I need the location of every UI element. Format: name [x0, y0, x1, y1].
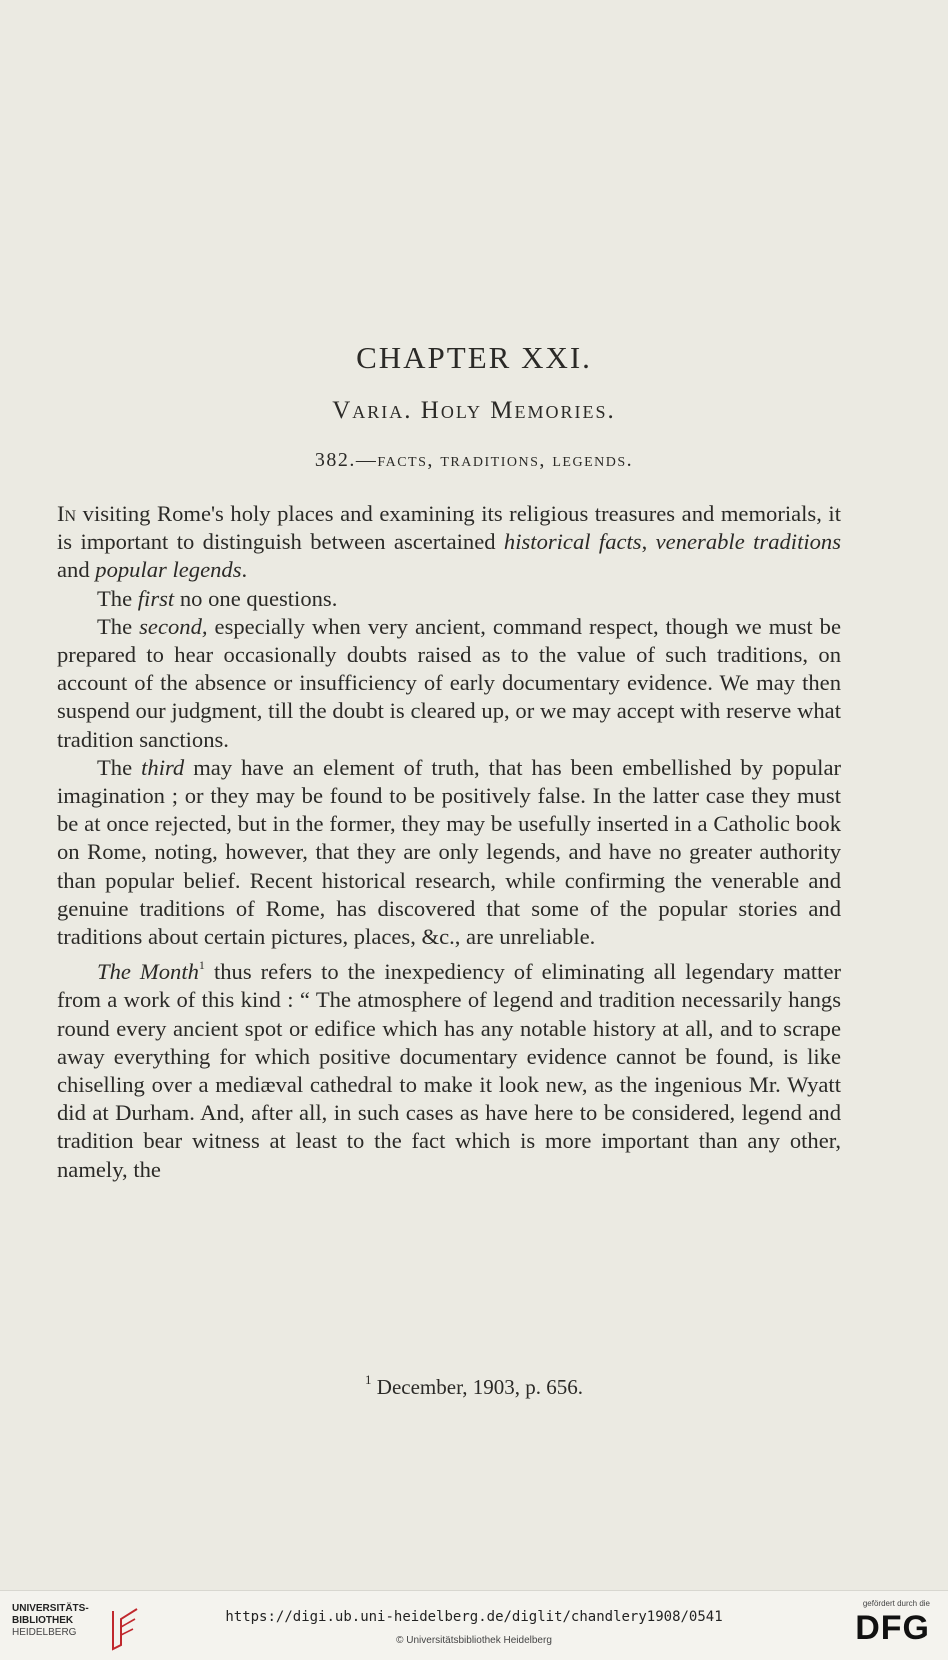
paragraph — [57, 613, 841, 754]
text-run: and — [57, 557, 96, 583]
italic-run: historical facts — [503, 529, 642, 555]
text-run: , — [641, 529, 656, 555]
paragraph — [57, 500, 841, 585]
drop-lead: In — [57, 501, 77, 526]
italic-run: The Month — [97, 959, 199, 985]
footnote-text: December, 1903, p. 656. — [371, 1375, 583, 1399]
text-run: no one questions. — [174, 585, 338, 611]
library-name-line: HEIDELBERG — [12, 1627, 77, 1638]
paragraph — [57, 754, 841, 951]
footnote — [0, 1372, 948, 1400]
italic-run: first — [137, 585, 175, 611]
section-dash: — — [355, 449, 378, 471]
viewer-footer — [0, 1590, 948, 1660]
funded-by-label: gefördert durch die — [862, 1599, 930, 1608]
italic-run: venerable traditions — [655, 529, 842, 555]
chapter-subtitle: Varia. Holy Memories. — [332, 397, 616, 424]
footnote-marker: 1 — [365, 1372, 372, 1387]
italic-run: second, — [139, 613, 208, 639]
italic-run: popular legends — [95, 557, 242, 583]
section-heading — [0, 449, 948, 472]
footnote-ref[interactable]: 1 — [198, 958, 205, 973]
dfg-logo[interactable] — [855, 1599, 930, 1646]
text-run: The — [97, 613, 140, 639]
text-run: may have an element of truth, that has been embellished by popular imagination ; or they may be found to be positively false. In the latter case they must be at once rejected, but in the former, they may be usefully inserted in a Catholic book on Rome, noting, however, that they are only legends, and have no greater authority than popular belief. Recent historical research, while confirming the venerable and genuine traditions of Rome, has discovered that some of the popular stories and traditions about certain pictures, places, &c., are unreliable. — [57, 754, 841, 950]
chapter-title: CHAPTER XXI. — [356, 340, 592, 375]
body-text — [57, 500, 841, 1184]
paragraph — [57, 951, 841, 1184]
text-run: The — [97, 585, 138, 611]
library-name-line: UNIVERSITÄTS- — [12, 1603, 89, 1614]
library-name-line: BIBLIOTHEK — [12, 1615, 74, 1626]
copyright-notice: © Universitätsbibliothek Heidelberg — [396, 1635, 552, 1646]
paragraph — [57, 585, 841, 613]
section-title: facts, traditions, legends. — [377, 449, 634, 471]
text-run: . — [241, 557, 248, 583]
dfg-wordmark: DFG — [855, 1609, 930, 1647]
text-run: thus refers to the inexpediency of eliminating all legendary matter from a work of this kind : “ The atmosphere of legend and tradition necessarily hangs round every ancient spot or edifice which has any notable history at all, and to scrape away everything for which positive documentary evidence cannot be found, is like chiselling over a mediæval cathedral to make it look new, as the ingenious Mr. Wyatt did at Durham. And, after all, in such cases as have here to be considered, legend and tradition bear witness at least to the fact which is more important than any other, namely, the — [57, 959, 842, 1182]
permalink-url[interactable]: https://digi.ub.uni-heidelberg.de/diglit/chandlery1908/0541 — [225, 1609, 723, 1625]
text-run: The — [97, 754, 142, 780]
text-run: especially when very ancient, command respect, though we must be prepared to hear occasionally doubts raised as to the value of such traditions, on account of the absence or insufficiency of early documentary evidence. We may then suspend our judgment, till the doubt is cleared up, or we may accept with reserve what tradition sanctions. — [57, 613, 841, 752]
italic-run: third — [141, 754, 185, 780]
text-run: visiting Rome's holy places and examining its religious treasures and memorials, it is important to distinguish between ascertained — [57, 501, 841, 555]
section-number: 382. — [314, 449, 356, 471]
